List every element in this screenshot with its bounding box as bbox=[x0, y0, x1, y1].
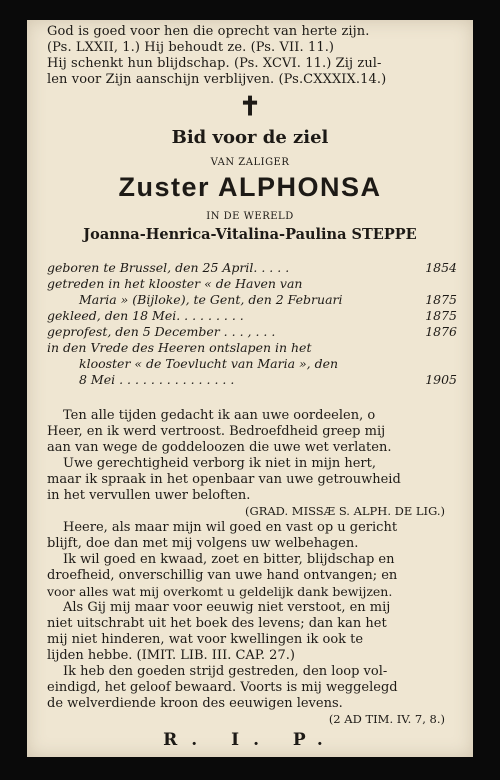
prayer-line: Ik heb den goeden strijd gestreden, den loop vol- bbox=[63, 664, 388, 679]
prayer-line: in het vervullen uwer beloften. bbox=[47, 488, 251, 503]
van-zaliger: VAN ZALIGER bbox=[210, 157, 290, 168]
life-event: gekleed, den 18 Mei. . . . . . . . . 1875 bbox=[47, 308, 457, 323]
prayer-line: Uwe gerechtigheid verborg ik niet in mijn hert, bbox=[63, 456, 377, 471]
life-event: 8 Mei . . . . . . . . . . . . . . . 1905 bbox=[79, 372, 457, 387]
religious-name: Zuster ALPHONSA bbox=[118, 172, 382, 202]
prayer-line: Ik wil goed en kwaad, zoet en bitter, blijdschap en bbox=[63, 552, 395, 567]
prayer-line: eindigd, het geloof bewaard. Voorts is mij weggelegd bbox=[47, 680, 398, 695]
prayer-line: Als Gij mij maar voor eeuwig niet verstoot, en mij bbox=[63, 600, 391, 615]
prayer-line: Heer, en ik werd vertroost. Bedroefdheid greep mij bbox=[47, 424, 386, 439]
in-de-wereld: IN DE WERELD bbox=[206, 211, 294, 222]
citation: (2 AD TIM. IV. 7, 8.) bbox=[328, 712, 445, 726]
life-event: in den Vrede des Heeren ontslapen in het bbox=[47, 340, 312, 355]
life-event: getreden in het klooster « de Haven van bbox=[47, 276, 303, 291]
psalm-line-1: God is goed voor hen die oprecht van herte zijn. bbox=[47, 24, 370, 39]
life-event: geboren te Brussel, den 25 April. . . . . 1854 bbox=[47, 260, 457, 275]
prayer-line: droefheid, onverschillig van uwe hand ontvangen; en bbox=[47, 568, 398, 583]
heading: Bid voor de ziel bbox=[171, 127, 329, 148]
memorial-card bbox=[27, 20, 473, 757]
psalm-line-4: len voor Zijn aanschijn verblijven. (Ps.CXXXIX.14.) bbox=[47, 72, 387, 87]
prayer-line: blijft, doe dan met mij volgens uw welbehagen. bbox=[47, 536, 359, 551]
prayer-line: lijden hebbe. (IMIT. LIB. III. CAP. 27.) bbox=[47, 648, 295, 663]
life-event: Maria » (Bijloke), te Gent, den 2 Februari 1875 bbox=[79, 292, 457, 307]
psalm-line-3: Hij schenkt hun blijdschap. (Ps. XCVI. 11.) Zij zul- bbox=[47, 56, 382, 71]
rip: R. I. P. bbox=[163, 730, 337, 750]
prayer-line: Heere, als maar mijn wil goed en vast op u gericht bbox=[63, 520, 398, 535]
cross-icon: ✝ bbox=[239, 92, 261, 122]
citation: (GRAD. MISSÆ S. ALPH. DE LIG.) bbox=[245, 504, 445, 518]
civil-name: Joanna-Henrica-Vitalina-Paulina STEPPE bbox=[83, 226, 417, 243]
prayer-line: voor alles wat mij overkomt u geldelijk dank bewijzen. bbox=[47, 584, 393, 599]
life-event: klooster « de Toevlucht van Maria », den bbox=[79, 356, 339, 371]
prayer-line: maar ik spraak in het openbaar van uwe getrouwheid bbox=[47, 472, 401, 487]
psalm-line-2: (Ps. LXXII, 1.) Hij behoudt ze. (Ps. VII. 11.) bbox=[47, 40, 335, 55]
prayer-line: Ten alle tijden gedacht ik aan uwe oordeelen, o bbox=[63, 408, 376, 423]
prayer-line: aan van wege de goddeloozen die uwe wet verlaten. bbox=[47, 440, 392, 455]
life-event: geprofest, den 5 December . . . , . . . 1876 bbox=[47, 324, 457, 339]
prayer-line: de welverdiende kroon des eeuwigen levens. bbox=[47, 696, 343, 711]
prayer-line: niet uitschrabt uit het boek des levens; dan kan het bbox=[47, 616, 387, 631]
prayer-line: mij niet hinderen, wat voor kwellingen ik ook te bbox=[47, 632, 364, 647]
